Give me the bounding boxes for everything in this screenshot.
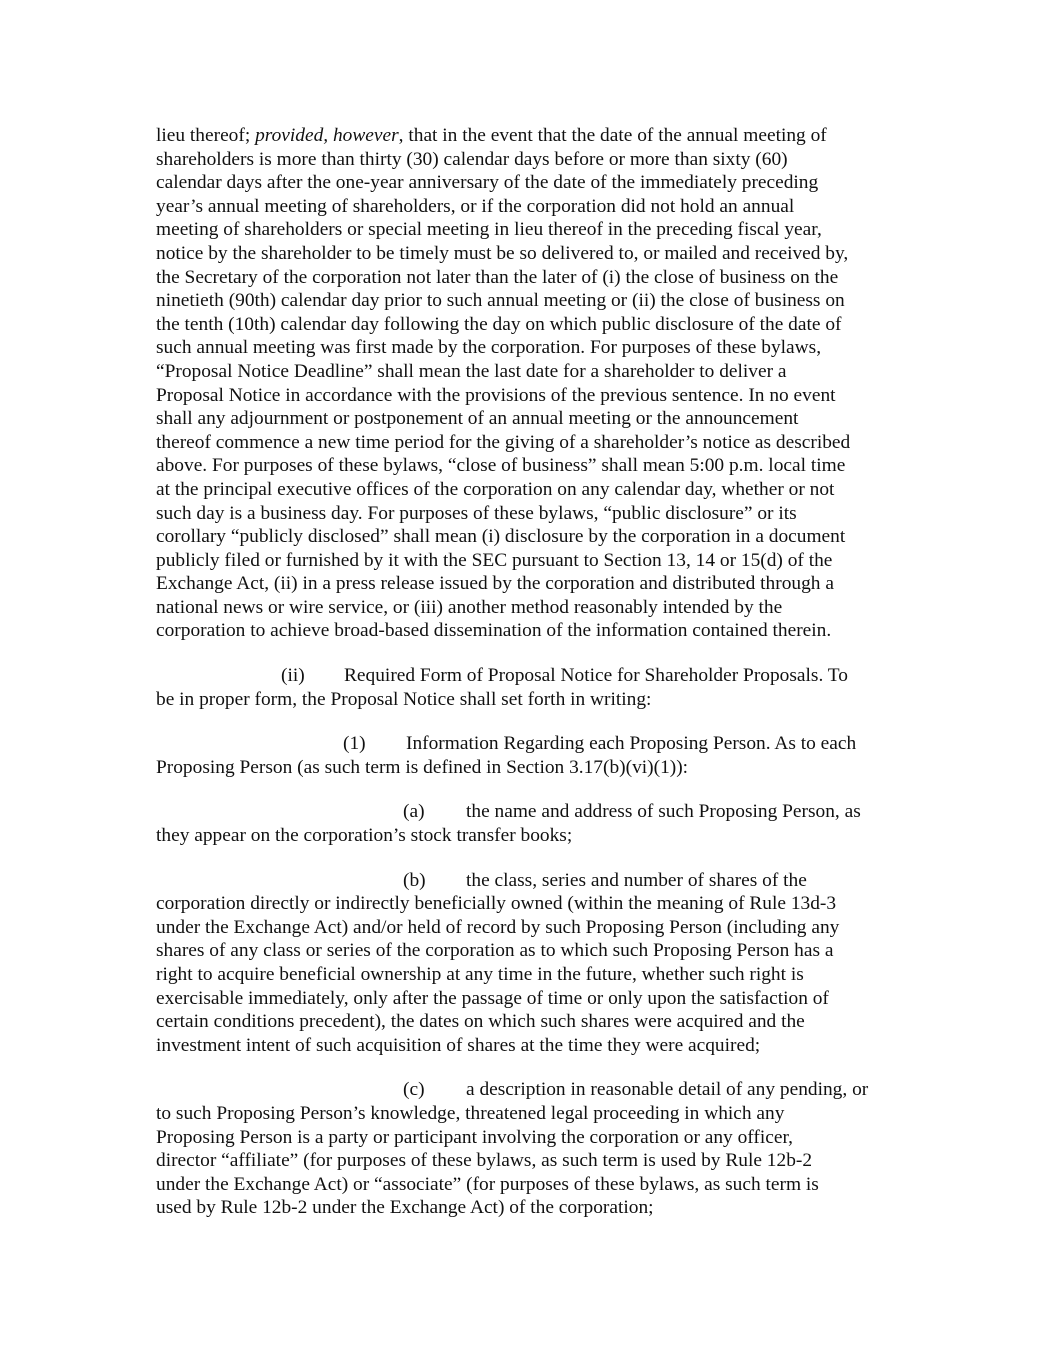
section-marker: (a) [403, 801, 425, 823]
paragraph-line: corporation to achieve broad-based dissemination of the information contained therein. [156, 620, 832, 642]
paragraph-line: “Proposal Notice Deadline” shall mean the last date for a shareholder to deliver a [156, 360, 787, 382]
paragraph-line: corollary “publicly disclosed” shall mean (i) disclosure by the corporation in a document [156, 526, 846, 548]
paragraph-line: Proposal Notice in accordance with the provisions of the previous sentence. In no event [156, 384, 836, 406]
section-heading-text: Information Regarding each Proposing Person. As to each [406, 733, 857, 755]
section-text: a description in reasonable detail of any pending, or [466, 1079, 869, 1101]
document-body [156, 124, 901, 1220]
paragraph-line: shares of any class or series of the corporation as to which such Proposing Person has a [156, 940, 834, 962]
paragraph-section-1 [156, 732, 901, 779]
text-run: , that in the event that the date of the annual meeting of [398, 125, 827, 146]
paragraph-spacer [156, 711, 901, 732]
paragraph-line: investment intent of such acquisition of shares at the time they were acquired; [156, 1034, 761, 1056]
paragraph-line: to such Proposing Person’s knowledge, threatened legal proceeding in which any [156, 1102, 785, 1124]
section-marker: (b) [403, 869, 426, 891]
paragraph-line: Proposing Person (as such term is defined in Section 3.17(b)(vi)(1)): [156, 756, 689, 778]
paragraph-line: above. For purposes of these bylaws, “close of business” shall mean 5:00 p.m. local time [156, 455, 846, 477]
paragraph-spacer [156, 848, 901, 869]
paragraph-line [156, 1078, 901, 1102]
paragraph-line: ninetieth (90th) calendar day prior to such annual meeting or (ii) the close of business on [156, 290, 845, 312]
paragraph-spacer [156, 643, 901, 664]
paragraph-proposal-deadline [156, 124, 901, 643]
paragraph-line: shareholders is more than thirty (30) calendar days before or more than sixty (60) [156, 148, 788, 170]
paragraph-line: at the principal executive offices of the corporation on any calendar day, whether or not [156, 478, 835, 500]
paragraph-section-c [156, 1078, 901, 1220]
section-text: the class, series and number of shares of the [466, 869, 807, 891]
paragraph-line: such annual meeting was first made by the corporation. For purposes of these bylaws, [156, 337, 822, 359]
paragraph-spacer [156, 779, 901, 800]
paragraph-line: under the Exchange Act) or “associate” (for purposes of these bylaws, as such term is [156, 1173, 819, 1195]
section-text: the name and address of such Proposing Person, as [466, 801, 861, 823]
paragraph-section-b [156, 869, 901, 1058]
paragraph-line: certain conditions precedent), the dates on which such shares were acquired and the [156, 1011, 805, 1033]
paragraph-line [156, 664, 901, 688]
paragraph-spacer [156, 1057, 901, 1078]
paragraph-line: thereof commence a new time period for the giving of a shareholder’s notice as described [156, 431, 851, 453]
paragraph-line: exercisable immediately, only after the passage of time or only upon the satisfaction of [156, 987, 829, 1009]
paragraph-line: corporation directly or indirectly beneficially owned (within the meaning of Rule 13d-3 [156, 893, 837, 915]
paragraph-line: such day is a business day. For purposes of these bylaws, “public disclosure” or its [156, 502, 797, 524]
paragraph-line: under the Exchange Act) and/or held of record by such Proposing Person (including any [156, 916, 840, 938]
paragraph-line [156, 869, 901, 893]
section-marker: (c) [403, 1079, 425, 1101]
paragraph-line [156, 800, 901, 824]
paragraph-line: they appear on the corporation’s stock transfer books; [156, 825, 573, 847]
section-heading-text: Required Form of Proposal Notice for Shareholder Proposals. To [344, 665, 848, 687]
paragraph-line: year’s annual meeting of shareholders, or if the corporation did not hold an annual [156, 195, 795, 217]
paragraph-section-ii [156, 664, 901, 711]
paragraph-line: national news or wire service, or (iii) another method reasonably intended by the [156, 596, 783, 618]
paragraph-line: Proposing Person is a party or participant involving the corporation or any officer, [156, 1126, 793, 1148]
paragraph-line: right to acquire beneficial ownership at any time in the future, whether such right is [156, 964, 804, 985]
section-marker: (ii) [281, 665, 305, 687]
text-run: lieu thereof; [156, 125, 256, 146]
paragraph-line: notice by the shareholder to be timely must be so delivered to, or mailed and received by, [156, 242, 849, 264]
paragraph-line: the tenth (10th) calendar day following the day on which public disclosure of the date of [156, 313, 842, 335]
paragraph-line: used by Rule 12b-2 under the Exchange Act) of the corporation; [156, 1197, 654, 1219]
paragraph-line: the Secretary of the corporation not later than the later of (i) the close of business on the [156, 266, 839, 288]
paragraph-line: be in proper form, the Proposal Notice shall set forth in writing: [156, 688, 652, 710]
italic-text: provided, however [255, 125, 399, 146]
paragraph-line: meeting of shareholders or special meeting in lieu thereof in the preceding fiscal year, [156, 219, 822, 241]
paragraph-line: calendar days after the one-year anniversary of the date of the immediately preceding [156, 172, 819, 194]
paragraph-line: director “affiliate” (for purposes of these bylaws, as such term is used by Rule 12b-2 [156, 1150, 813, 1172]
section-marker: (1) [343, 733, 366, 755]
paragraph-section-a [156, 800, 901, 847]
paragraph-line: publicly filed or furnished by it with the SEC pursuant to Section 13, 14 or 15(d) of the [156, 549, 833, 571]
paragraph-line [156, 732, 901, 756]
paragraph-line [156, 124, 901, 148]
paragraph-line: Exchange Act, (ii) in a press release issued by the corporation and distributed through a [156, 573, 834, 595]
paragraph-line: shall any adjournment or postponement of an annual meeting or the announcement [156, 408, 799, 430]
